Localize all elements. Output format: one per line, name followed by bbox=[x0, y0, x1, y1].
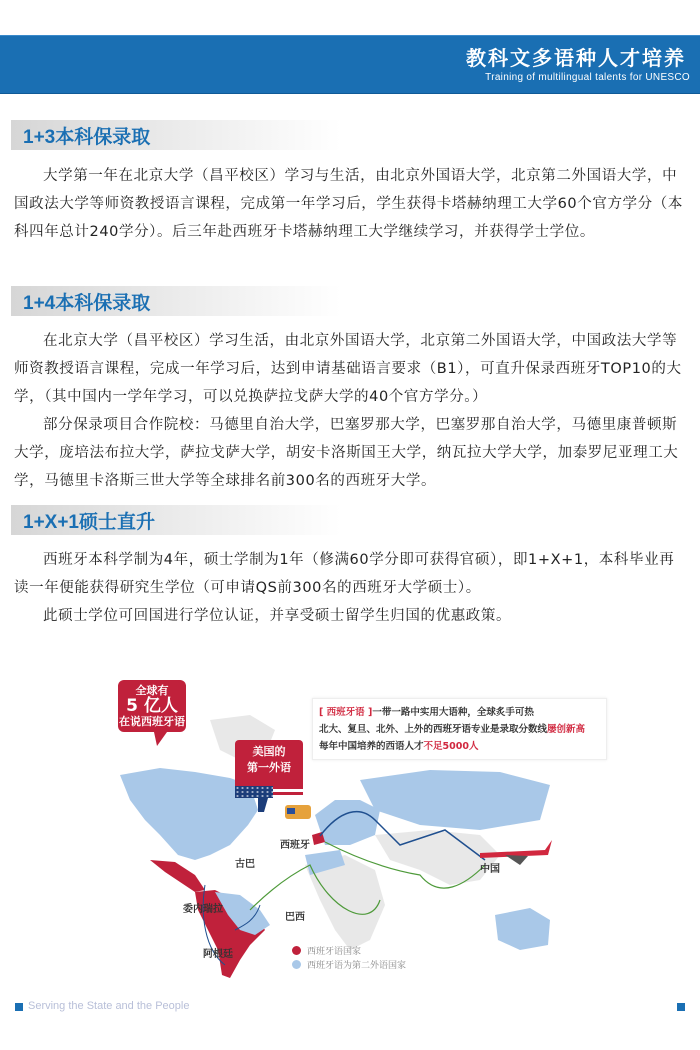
header-title: 教科文多语种人才培养 bbox=[466, 46, 686, 70]
info-tag: [ 西班牙语 ] bbox=[319, 707, 373, 718]
bubble-text: 全球有 bbox=[135, 684, 169, 697]
info-text: 一带一路中实用大语种，全球炙手可热 bbox=[372, 707, 534, 718]
header-band bbox=[0, 35, 700, 94]
map-label-cuba: 古巴 bbox=[235, 859, 255, 870]
speakers-bubble bbox=[118, 680, 186, 732]
map-legend bbox=[292, 945, 406, 973]
section-heading-text: 1+X+1硕士直升 bbox=[23, 512, 155, 533]
map-label-brazil: 巴西 bbox=[285, 912, 305, 923]
section-heading-text: 1+4本科保录取 bbox=[23, 293, 151, 314]
section-body-1plusxplus1 bbox=[14, 546, 686, 630]
map-label-venezuela: 委内瑞拉 bbox=[183, 904, 223, 915]
world-map-infographic bbox=[100, 660, 600, 980]
legend-item bbox=[292, 959, 406, 973]
info-highlight: 屡创新高 bbox=[547, 724, 586, 735]
bubble-number: 5 亿人 bbox=[126, 696, 178, 716]
us-flag-stars-icon bbox=[235, 786, 273, 798]
section-heading-text: 1+3本科保录取 bbox=[23, 127, 151, 148]
map-label-china: 中国 bbox=[480, 864, 500, 875]
footer-square-icon bbox=[15, 1003, 23, 1011]
blue-dot-icon bbox=[292, 960, 301, 969]
legend-item bbox=[292, 945, 406, 959]
section-body-1plus3 bbox=[14, 162, 686, 246]
paragraph: 在北京大学（昌平校区）学习生活，由北京外国语大学，北京第二外国语大学，中国政法大学等师资教授语言课程，完成一年学习后，达到申请基础语言要求（B1），可直升保录西班牙TOP10的大学，（其中国内一学年学习，可以兑换萨拉戈萨大学的40个官方学分。） bbox=[14, 333, 682, 405]
footer-square-icon bbox=[677, 1003, 685, 1011]
section-heading-1plus3 bbox=[11, 120, 341, 150]
info-text: 北大、复旦、北外、上外的西班牙语专业是录取分数线 bbox=[319, 724, 548, 735]
footer-slogan: Serving the State and the People bbox=[28, 1000, 190, 1012]
paragraph: 大学第一年在北京大学（昌平校区）学习与生活，由北京外国语大学，北京第二外国语大学，中国政法大学等师资教授语言课程，完成第一年学习后，学生获得卡塔赫纳理工大学60个官方学分（本科四年总计240学分）。后三年赴西班牙卡塔赫纳理工大学继续学习，并获得学士学位。 bbox=[14, 168, 683, 240]
spanish-info-box bbox=[312, 698, 607, 760]
bubble-tail-icon bbox=[258, 798, 268, 812]
section-body-1plus4 bbox=[14, 327, 686, 495]
section-heading-1plus4 bbox=[11, 286, 341, 316]
paragraph: 西班牙本科学制为4年，硕士学制为1年（修满60学分即可获得官硕），即1+X+1，本科毕业再读一年便能获得研究生学位（可申请QS前300名的西班牙大学硕士）。 bbox=[14, 552, 675, 596]
legend-label: 西班牙语国家 bbox=[307, 947, 362, 957]
paragraph: 部分保录项目合作院校：马德里自治大学，巴塞罗那大学，巴塞罗那自治大学，马德里康普顿斯大学，庞培法布拉大学，萨拉戈萨大学，胡安卡洛斯国王大学，纳瓦拉大学大学，加泰罗尼亚理工大学，马德里卡洛斯三世大学等全球排名前300名的西班牙大学。 bbox=[14, 417, 679, 489]
usa-bubble bbox=[235, 740, 303, 786]
bubble-text: 第一外语 bbox=[247, 761, 291, 774]
bubble-text: 在说西班牙语 bbox=[119, 715, 185, 728]
legend-label: 西班牙语为第二外语国家 bbox=[307, 961, 407, 971]
bubble-text: 美国的 bbox=[252, 745, 286, 758]
info-text: 每年中国培养的西语人才 bbox=[319, 741, 424, 752]
paragraph: 此硕士学位可回国进行学位认证，并享受硕士留学生归国的优惠政策。 bbox=[43, 608, 512, 624]
section-heading-1plusxplus1 bbox=[11, 505, 341, 535]
map-label-spain: 西班牙 bbox=[280, 840, 310, 851]
map-label-argentina: 阿根廷 bbox=[203, 949, 233, 960]
red-dot-icon bbox=[292, 946, 301, 955]
header-subtitle: Training of multilingual talents for UNESCO bbox=[485, 72, 690, 83]
info-highlight: 不足5000人 bbox=[423, 741, 479, 752]
